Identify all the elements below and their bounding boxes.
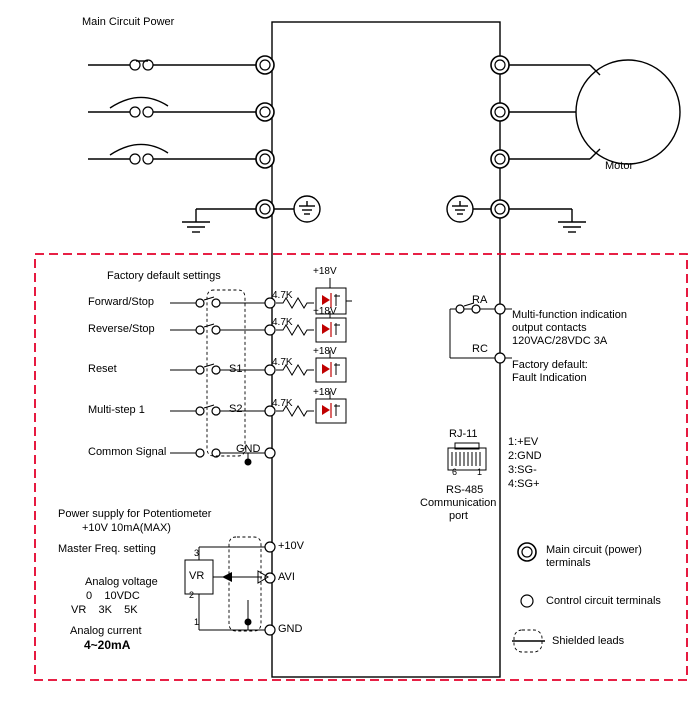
relay-desc-line1: Multi-function indication xyxy=(512,309,627,321)
rs485-line3: port xyxy=(449,510,468,522)
legend-main-line2: terminals xyxy=(546,557,591,569)
v18-label-2: +18V xyxy=(313,306,337,317)
common-signal-label: Common Signal xyxy=(88,446,167,458)
vr-pin3-label: 3 xyxy=(194,548,200,558)
relay-desc-line5: Fault Indication xyxy=(512,372,587,384)
vr-box-label: VR xyxy=(189,570,205,582)
rj11-pin1-label: 1 xyxy=(477,467,483,477)
terminal-gnd-label: GND xyxy=(278,623,303,635)
v18-label-3: +18V xyxy=(313,346,337,357)
analog-voltage-range: 0 10VDC xyxy=(86,590,140,602)
drive-body xyxy=(272,22,500,677)
relay-desc-line2: output contacts xyxy=(512,322,587,334)
rj11-pin3-desc: 3:SG- xyxy=(508,464,537,476)
pot-supply-line2: +10V 10mA(MAX) xyxy=(82,522,171,534)
s1-label: S1 xyxy=(229,363,243,375)
legend-shield-label: Shielded leads xyxy=(552,635,625,647)
resistor-1-label: 4.7K xyxy=(272,290,293,301)
terminal-10v-label: +10V xyxy=(278,540,304,552)
s2-label: S2 xyxy=(229,403,243,415)
relay-desc-line4: Factory default: xyxy=(512,359,588,371)
vr-values-label: VR 3K 5K xyxy=(71,604,138,616)
terminal-avi-label: AVI xyxy=(278,571,295,583)
analog-current-label: Analog current xyxy=(70,625,142,637)
analog-voltage-label: Analog voltage xyxy=(85,576,158,588)
ra-label: RA xyxy=(472,294,488,306)
vr-pin2-label: 2 xyxy=(189,590,195,600)
rs485-line2: Communication xyxy=(420,497,497,509)
rj11-pin2-desc: 2:GND xyxy=(508,450,542,462)
rj11-pin1-desc: 1:+EV xyxy=(508,436,539,448)
v18-label-1: +18V xyxy=(313,266,337,277)
analog-current-range: 4~20mA xyxy=(84,638,131,652)
gnd-terminal-label: GND xyxy=(236,443,261,455)
reset-label: Reset xyxy=(88,363,117,375)
v18-label-4: +18V xyxy=(313,387,337,398)
rs485-line1: RS-485 xyxy=(446,484,484,496)
reverse-stop-label: Reverse/Stop xyxy=(88,323,155,335)
resistor-2-label: 4.7K xyxy=(272,317,293,328)
main-circuit-power-label: Main Circuit Power xyxy=(82,16,175,28)
master-freq-label: Master Freq. setting xyxy=(58,543,156,555)
factory-default-settings-label: Factory default settings xyxy=(107,270,221,282)
legend-control-label: Control circuit terminals xyxy=(546,595,661,607)
rj11-label: RJ-11 xyxy=(449,428,478,440)
resistor-4-label: 4.7K xyxy=(272,398,293,409)
forward-stop-label: Forward/Stop xyxy=(88,296,155,308)
motor-label: Motor xyxy=(605,160,634,172)
pot-supply-line1: Power supply for Potentiometer xyxy=(58,508,212,520)
multi-step-1-label: Multi-step 1 xyxy=(88,404,145,416)
rj11-pin6-label: 6 xyxy=(452,467,458,477)
relay-desc-line3: 120VAC/28VDC 3A xyxy=(512,335,608,347)
legend-main-line1: Main circuit (power) xyxy=(546,544,642,556)
rc-label: RC xyxy=(472,343,488,355)
resistor-3-label: 4.7K xyxy=(272,357,293,368)
vr-pin1-label: 1 xyxy=(194,617,200,627)
rj11-pin4-desc: 4:SG+ xyxy=(508,478,540,490)
